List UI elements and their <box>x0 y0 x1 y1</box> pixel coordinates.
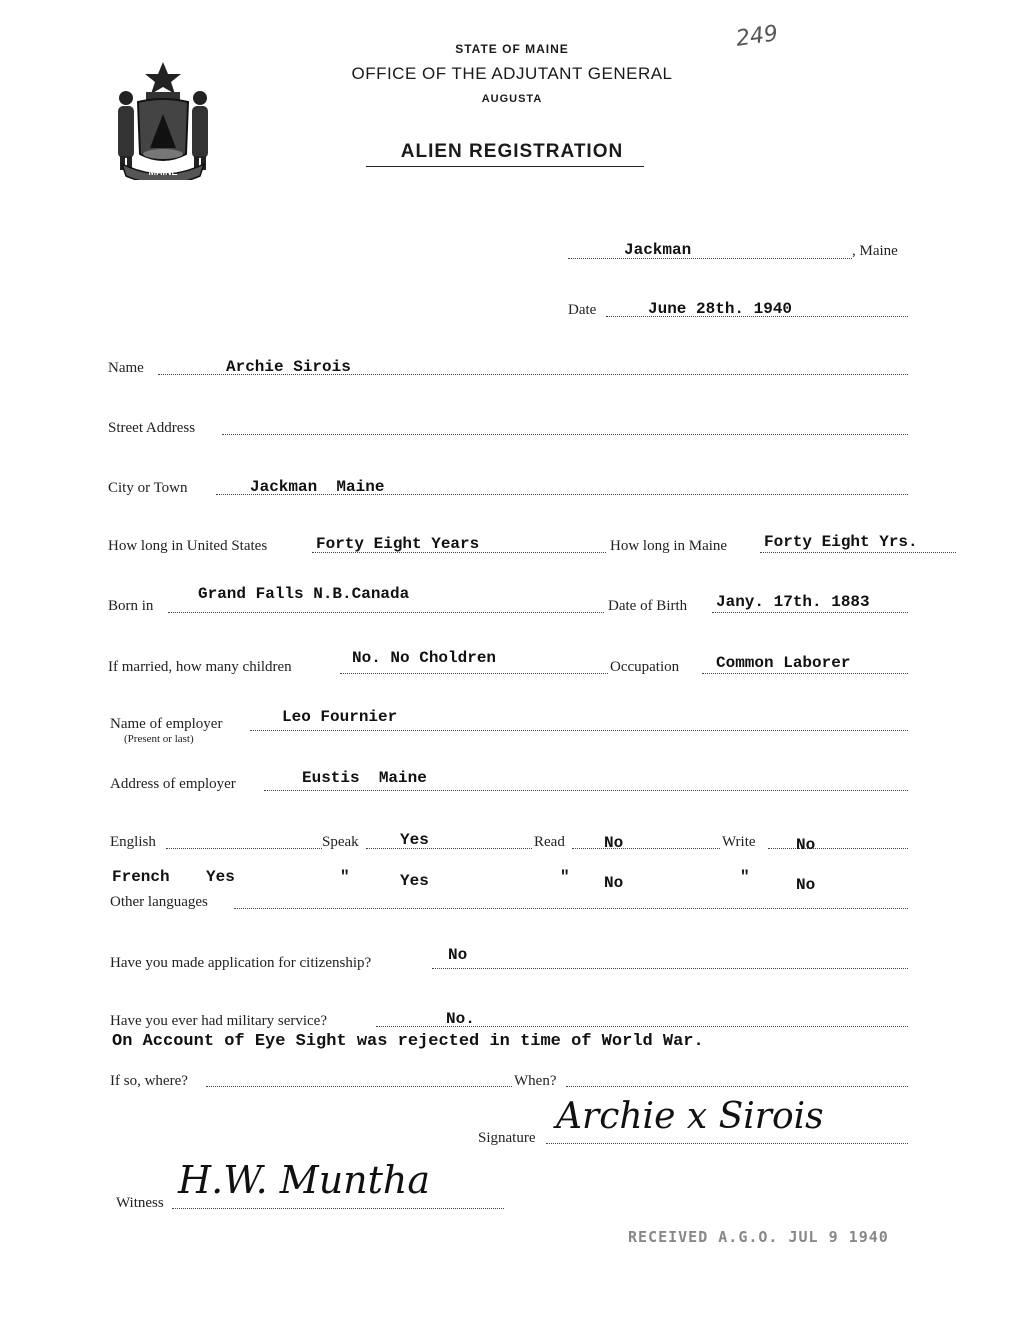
maine-duration-label: How long in Maine <box>610 538 728 554</box>
office-heading: OFFICE OF THE ADJUTANT GENERAL <box>351 64 673 83</box>
date-value: June 28th. 1940 <box>648 300 793 318</box>
place-dotted-line <box>568 258 852 259</box>
when-label: When? <box>514 1073 557 1089</box>
maine-duration-dotted-line <box>760 552 956 553</box>
read-dotted-line <box>572 848 720 849</box>
city-label: City or Town <box>108 480 188 496</box>
title-underline <box>366 166 644 167</box>
english-speak-value: Yes <box>400 831 429 849</box>
employer-dotted-line <box>250 730 908 731</box>
employer-value: Leo Fournier <box>282 708 398 726</box>
witness-signature: H.W. Muntha <box>178 1158 431 1202</box>
city-heading: AUGUSTA <box>481 93 543 105</box>
write-dotted-line <box>768 848 908 849</box>
where-label: If so, where? <box>110 1073 188 1089</box>
military-value: No. <box>446 1010 475 1028</box>
place-suffix: , Maine <box>852 243 898 259</box>
us-duration-value: Forty Eight Years <box>316 535 480 553</box>
where-dotted-line <box>206 1086 512 1087</box>
speak-dotted-line <box>366 848 532 849</box>
when-dotted-line <box>566 1086 908 1087</box>
french-speak: Yes <box>400 872 429 890</box>
french-write: No <box>796 876 816 894</box>
french-ditto-1: " <box>340 868 350 886</box>
city-value: Jackman Maine <box>250 478 385 496</box>
employer-label: Name of employer <box>110 716 223 732</box>
form-title: ALIEN REGISTRATION <box>400 141 624 162</box>
other-languages-label: Other languages <box>110 894 208 910</box>
english-dotted-line <box>166 848 322 849</box>
french-language: French <box>112 868 170 886</box>
french-read: No <box>604 874 624 892</box>
us-duration-label: How long in United States <box>108 538 268 554</box>
witness-label: Witness <box>116 1195 164 1211</box>
other-languages-dotted-line <box>234 908 908 909</box>
citizenship-label: Have you made application for citizenship? <box>110 955 372 971</box>
read-label: Read <box>534 834 565 850</box>
french-ditto-2: " <box>560 868 570 886</box>
military-label: Have you ever had military service? <box>110 1013 327 1029</box>
employer-address-value: Eustis Maine <box>302 769 427 787</box>
received-stamp: RECEIVED A.G.O. JUL 9 1940 <box>628 1228 889 1246</box>
dob-value: Jany. 17th. 1883 <box>716 593 870 611</box>
maine-duration-value: Forty Eight Yrs. <box>764 533 918 551</box>
state-heading: STATE OF MAINE <box>455 42 569 56</box>
children-value: No. No Choldren <box>352 649 497 667</box>
place-value: Jackman <box>624 241 692 259</box>
french-mark: Yes <box>206 868 235 886</box>
children-dotted-line <box>340 673 608 674</box>
signature-value: Archie x Sirois <box>556 1096 824 1137</box>
speak-label: Speak <box>322 834 359 850</box>
signature-dotted-line <box>546 1143 908 1144</box>
born-dotted-line <box>168 612 604 613</box>
english-write-value: No <box>796 836 816 854</box>
citizenship-value: No <box>448 946 468 964</box>
born-label: Born in <box>108 598 154 614</box>
employer-address-label: Address of employer <box>110 776 236 792</box>
employer-sublabel: (Present or last) <box>124 733 194 745</box>
witness-dotted-line <box>172 1208 504 1209</box>
signature-label: Signature <box>478 1130 536 1146</box>
occupation-dotted-line <box>702 673 908 674</box>
date-label: Date <box>568 302 597 318</box>
english-label: English <box>110 834 156 850</box>
page-number: 249 <box>734 21 780 52</box>
born-value: Grand Falls N.B.Canada <box>198 585 410 603</box>
street-label: Street Address <box>108 420 196 436</box>
street-dotted-line <box>222 434 908 435</box>
seal-banner-text: MAINE <box>148 167 178 177</box>
english-read-value: No <box>604 834 624 852</box>
name-label: Name <box>108 360 144 376</box>
military-note: On Account of Eye Sight was rejected in time of World War. <box>112 1032 704 1051</box>
occupation-value: Common Laborer <box>716 654 851 672</box>
employer-address-dotted-line <box>264 790 908 791</box>
dob-label: Date of Birth <box>608 598 688 614</box>
children-label: If married, how many children <box>108 659 292 675</box>
french-ditto-3: " <box>740 868 750 886</box>
name-value: Archie Sirois <box>226 358 351 376</box>
dob-dotted-line <box>712 612 908 613</box>
write-label: Write <box>722 834 756 850</box>
citizenship-dotted-line <box>432 968 908 969</box>
occupation-label: Occupation <box>610 659 680 675</box>
